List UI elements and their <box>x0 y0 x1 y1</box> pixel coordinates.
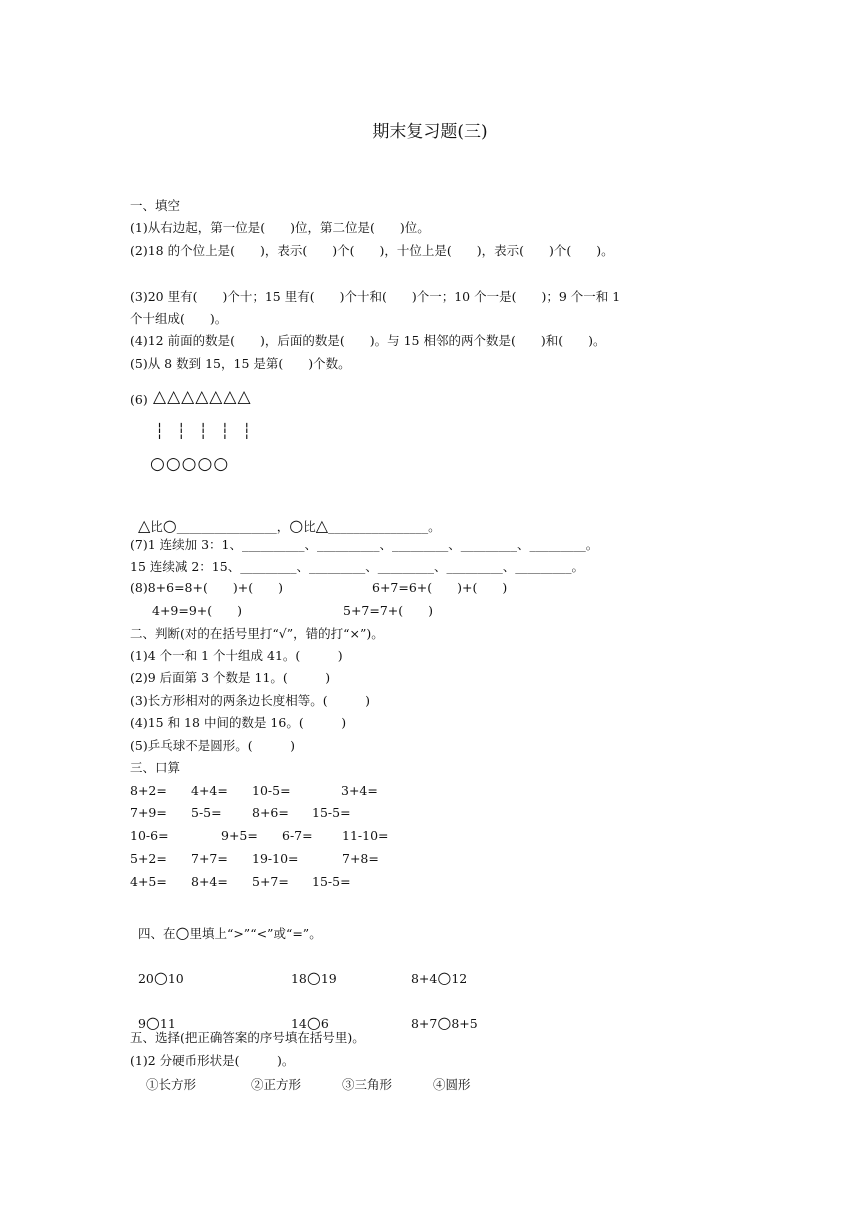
answer-blank: ________________， <box>176 519 290 534</box>
compare-left: 9 <box>137 1016 146 1031</box>
compare-left: 20 <box>137 971 154 986</box>
circle-icon: ○ <box>437 968 452 987</box>
section-3-heading: 三、口算 <box>130 760 181 775</box>
circle-icon: ○ <box>306 1013 321 1032</box>
section-4-heading <box>130 909 322 942</box>
question-1-6-label: (6) <box>130 392 148 407</box>
question-1-2: (2)18 的个位上是( )，表示( )个( )，十位上是( )，表示( )个( )。 <box>130 243 614 258</box>
compare-item <box>403 999 478 1032</box>
question-1-3-line2: 个十组成( )。 <box>130 311 228 326</box>
compare-left: 14 <box>290 1016 307 1031</box>
calc-item: 8+4= <box>191 874 228 889</box>
compare-right: 11 <box>159 1016 176 1031</box>
calc-item: 6-7= <box>282 828 313 843</box>
calc-item: 8+2= <box>130 783 167 798</box>
compare-right: 12 <box>451 971 468 986</box>
question-1-7-line1: (7)1 连续加 3：1、__________、__________、_________、_________、_________。 <box>130 537 599 552</box>
calc-item: 4+4= <box>191 783 228 798</box>
section-5-heading: 五、选择(把正确答案的序号填在括号里)。 <box>130 1030 365 1045</box>
option-item: ①长方形 <box>146 1077 197 1092</box>
option-item: ④圆形 <box>433 1077 471 1092</box>
calc-item: 15-5= <box>312 874 351 889</box>
calc-item: 10-5= <box>252 783 291 798</box>
section-1-heading: 一、填空 <box>130 198 181 213</box>
circle-icon: ○ <box>153 968 168 987</box>
compare-item <box>130 954 184 987</box>
compare-right: 6 <box>320 1016 329 1031</box>
judge-item: (1)4 个一和 1 个十组成 41。( ) <box>130 648 343 663</box>
dotted-lines-row: ┆ ┆ ┆ ┆ ┆ <box>155 422 256 440</box>
calc-item: 7+8= <box>342 851 379 866</box>
compare-left: 8+7 <box>410 1016 438 1031</box>
calc-item: 9+5= <box>221 828 258 843</box>
circle-icon: ○ <box>162 516 177 535</box>
calc-item: 7+9= <box>130 805 167 820</box>
triangle-row: △△△△△△△ <box>153 387 252 407</box>
comparison-line <box>130 502 441 535</box>
judge-item: (4)15 和 18 中间的数是 16。( ) <box>130 715 347 730</box>
judge-item: (5)乒乓球不是圆形。( ) <box>130 738 295 753</box>
calc-item: 7+7= <box>191 851 228 866</box>
question-1-8-d: 5+7=7+( ) <box>343 603 434 618</box>
triangle-icon: △ <box>315 516 329 535</box>
question-1-7-line2: 15 连续减 2：15、_________、_________、_________、_________、_________。 <box>130 559 584 574</box>
compare-left: 8+4 <box>410 971 438 986</box>
question-1-5: (5)从 8 数到 15，15 是第( )个数。 <box>130 356 351 371</box>
circle-row: ○○○○○ <box>150 454 230 474</box>
calc-item: 8+6= <box>252 805 289 820</box>
compare-right: 8+5 <box>451 1016 478 1031</box>
question-1-1: (1)从右边起，第一位是( )位，第二位是( )位。 <box>130 220 430 235</box>
compare-item <box>130 999 176 1032</box>
circle-icon: ○ <box>175 923 190 942</box>
compare-item <box>403 954 467 987</box>
judge-item: (3)长方形相对的两条边长度相等。( ) <box>130 693 370 708</box>
compare-right: 19 <box>320 971 337 986</box>
heading-text: 里填上“>”“<”或“=”。 <box>189 926 322 941</box>
circle-icon: ○ <box>145 1013 160 1032</box>
circle-icon: ○ <box>306 968 321 987</box>
page-title: 期末复习题(三) <box>372 122 488 142</box>
calc-item: 10-6= <box>130 828 169 843</box>
section-2-heading: 二、判断(对的在括号里打“√”，错的打“×”)。 <box>130 626 384 641</box>
option-item: ③三角形 <box>342 1077 393 1092</box>
calc-item: 5+7= <box>252 874 289 889</box>
circle-icon: ○ <box>289 516 304 535</box>
option-item: ②正方形 <box>251 1077 302 1092</box>
question-1-3-line1: (3)20 里有( )个十；15 里有( )个十和( )个一；10 个一是( )；9 个一和 1 <box>130 289 621 304</box>
question-1-8-b: 6+7=6+( )+( ) <box>372 580 508 595</box>
calc-item: 3+4= <box>341 783 378 798</box>
calc-item: 5-5= <box>191 805 222 820</box>
triangle-icon: △ <box>137 516 151 535</box>
question-5-1: (1)2 分硬币形状是( )。 <box>130 1053 295 1068</box>
heading-text: 四、在 <box>137 926 176 941</box>
question-1-4: (4)12 前面的数是( )，后面的数是( )。与 15 相邻的两个数是( )和( )。 <box>130 333 606 348</box>
judge-item: (2)9 后面第 3 个数是 11。( ) <box>130 670 331 685</box>
calc-item: 4+5= <box>130 874 167 889</box>
calc-item: 15-5= <box>312 805 351 820</box>
compare-left: 18 <box>290 971 307 986</box>
calc-item: 5+2= <box>130 851 167 866</box>
question-1-8-a: (8)8+6=8+( )+( ) <box>130 580 283 595</box>
calc-item: 19-10= <box>252 851 299 866</box>
calc-item: 11-10= <box>342 828 389 843</box>
compare-item <box>283 954 337 987</box>
compare-right: 10 <box>167 971 184 986</box>
compare-text: 比 <box>150 519 163 534</box>
question-1-8-c: 4+9=9+( ) <box>152 603 243 618</box>
answer-blank: ________________。 <box>328 519 441 534</box>
compare-item <box>283 999 329 1032</box>
circle-icon: ○ <box>437 1013 452 1032</box>
compare-text: 比 <box>303 519 316 534</box>
